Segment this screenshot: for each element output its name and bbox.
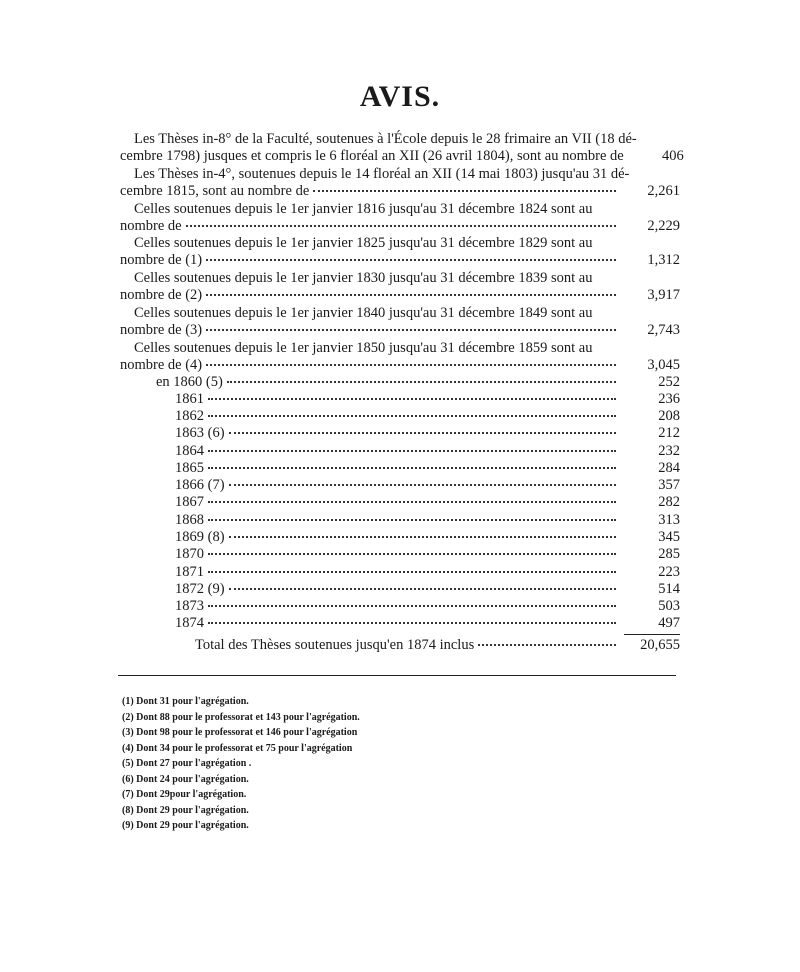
leader-dots xyxy=(206,292,616,296)
footnote: (8) Dont 29 pour l'agrégation. xyxy=(122,804,249,816)
year-count: 223 xyxy=(658,564,680,580)
year-count: 514 xyxy=(658,581,680,597)
period-line-1: Celles soutenues depuis le 1er janvier 1816 jusqu'au 31 décembre 1824 sont au xyxy=(134,201,593,217)
year-count: 503 xyxy=(658,598,680,614)
year-row xyxy=(120,512,680,529)
year-label: 1873 xyxy=(175,598,204,614)
year-row xyxy=(120,391,680,408)
period-paragraph xyxy=(120,201,680,235)
period-line-2: nombre de (4) xyxy=(120,357,203,373)
year-count: 236 xyxy=(658,391,680,407)
year-label: 1862 xyxy=(175,408,204,424)
year-row xyxy=(120,529,680,546)
year-label: 1865 xyxy=(175,460,204,476)
total-row xyxy=(195,637,680,654)
intro-line-2: cembre 1798) jusques et compris le 6 floréal an XII (26 avril 1804), sont au nombre de xyxy=(120,148,624,164)
leader-dots xyxy=(206,327,616,331)
year-row xyxy=(120,546,680,563)
period-count: 2,229 xyxy=(647,218,680,234)
period-count: 3,917 xyxy=(647,287,680,303)
in4-line-1: Les Thèses in-4°, soutenues depuis le 14 floréal an XII (14 mai 1803) jusqu'au 31 dé- xyxy=(134,166,630,182)
year-row xyxy=(120,598,680,615)
year-row xyxy=(120,477,680,494)
year-label: 1869 (8) xyxy=(175,529,225,545)
period-paragraph xyxy=(120,270,680,304)
year-count: 357 xyxy=(658,477,680,493)
in4-line-2: cembre 1815, sont au nombre de xyxy=(120,183,310,199)
year-row xyxy=(120,408,680,425)
year-count: 284 xyxy=(658,460,680,476)
period-count: 3,045 xyxy=(647,357,680,373)
year-row xyxy=(120,425,680,442)
intro-line-1: Les Thèses in-8° de la Faculté, soutenues à l'École depuis le 28 frimaire an VII (18 dé- xyxy=(134,131,637,147)
footnote: (9) Dont 29 pour l'agrégation. xyxy=(122,820,249,831)
year-label: 1866 (7) xyxy=(175,477,225,493)
year-row xyxy=(120,581,680,598)
year-label: 1868 xyxy=(175,512,204,528)
in4-count: 2,261 xyxy=(647,183,680,199)
year-label: 1871 xyxy=(175,564,204,580)
total-count: 20,655 xyxy=(640,637,680,653)
year-row xyxy=(120,494,680,511)
year-label: 1870 xyxy=(175,546,204,562)
period-line-1: Celles soutenues depuis le 1er janvier 1850 jusqu'au 31 décembre 1859 sont au xyxy=(134,340,593,356)
period-paragraph xyxy=(120,340,680,374)
year-count: 345 xyxy=(658,529,680,545)
year-label: en 1860 (5) xyxy=(156,374,223,390)
year-label: 1864 xyxy=(175,443,204,459)
period-paragraph xyxy=(120,235,680,269)
year-row xyxy=(120,374,680,391)
period-count: 1,312 xyxy=(647,252,680,268)
year-label: 1872 (9) xyxy=(175,581,225,597)
footnote: (7) Dont 29pour l'agrégation. xyxy=(122,789,247,800)
in4-paragraph xyxy=(120,166,680,200)
period-line-1: Celles soutenues depuis le 1er janvier 1825 jusqu'au 31 décembre 1829 sont au xyxy=(134,235,593,251)
year-row xyxy=(120,443,680,460)
period-line-2: nombre de xyxy=(120,218,182,234)
footnote-divider xyxy=(118,675,676,676)
footnote: (3) Dont 98 pour le professorat et 146 pour l'agrégation xyxy=(122,727,358,738)
year-count: 212 xyxy=(658,425,680,441)
leader-dots xyxy=(206,362,616,366)
intro-paragraph xyxy=(120,131,684,165)
footnote: (6) Dont 24 pour l'agrégation. xyxy=(122,773,249,785)
period-line-2: nombre de (1) xyxy=(120,252,203,268)
year-count: 282 xyxy=(658,494,680,510)
period-line-1: Celles soutenues depuis le 1er janvier 1840 jusqu'au 31 décembre 1849 sont au xyxy=(134,305,593,321)
leader-dots xyxy=(206,257,616,261)
year-count: 285 xyxy=(658,546,680,562)
period-line-2: nombre de (2) xyxy=(120,287,203,303)
sum-rule xyxy=(624,634,680,635)
period-line-1: Celles soutenues depuis le 1er janvier 1830 jusqu'au 31 décembre 1839 sont au xyxy=(134,270,593,286)
footnote: (4) Dont 34 pour le professorat et 75 pour l'agrégation xyxy=(122,742,353,754)
footnotes xyxy=(122,694,360,834)
year-row xyxy=(120,564,680,581)
year-label: 1874 xyxy=(175,615,204,631)
year-count: 497 xyxy=(658,615,680,631)
footnote: (1) Dont 31 pour l'agrégation. xyxy=(122,696,249,707)
leader-dots xyxy=(313,188,616,192)
total-label: Total des Thèses soutenues jusqu'en 1874 inclus xyxy=(195,637,475,653)
year-label: 1863 (6) xyxy=(175,425,225,441)
footnote: (2) Dont 88 pour le professorat et 143 pour l'agrégation. xyxy=(122,711,360,723)
year-label: 1861 xyxy=(175,391,204,407)
year-row xyxy=(120,615,680,632)
year-row xyxy=(120,460,680,477)
leader-dots xyxy=(478,642,616,646)
intro-count: 406 xyxy=(661,148,684,164)
period-paragraph xyxy=(120,305,680,339)
year-count: 208 xyxy=(658,408,680,424)
period-line-2: nombre de (3) xyxy=(120,322,203,338)
page-title: AVIS. xyxy=(359,80,441,113)
footnote: (5) Dont 27 pour l'agrégation . xyxy=(122,758,252,769)
year-count: 232 xyxy=(658,443,680,459)
year-label: 1867 xyxy=(175,494,204,510)
period-count: 2,743 xyxy=(647,322,680,338)
leader-dots xyxy=(186,223,616,227)
year-count: 252 xyxy=(658,374,680,390)
year-count: 313 xyxy=(658,512,680,528)
